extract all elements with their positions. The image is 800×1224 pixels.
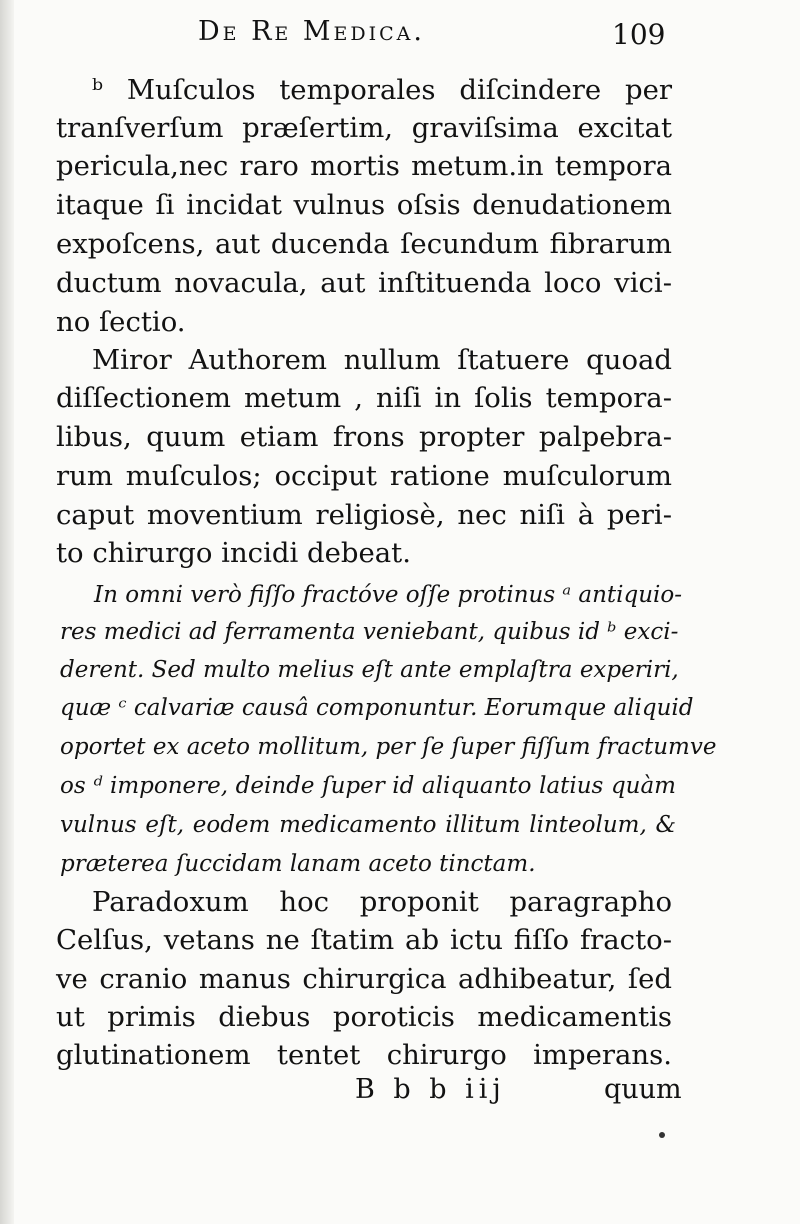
quote-line: os ᵈ imponere, deinde ſuper id aliquanto latius quàm <box>60 773 676 799</box>
quote-line: quæ ᶜ calvariæ causâ componuntur. Eorumque aliquid <box>60 695 694 721</box>
text-line: ve cranio manus chirurgica adhibeatur, ſed <box>56 963 672 995</box>
text-line: tranſverſum præſertim, graviſsima excitat <box>56 112 672 144</box>
text-line: expoſcens, aut ducenda ſecundum fibrarum <box>56 228 672 260</box>
text-line: ductum novacula, aut inſtituenda loco vici- <box>56 267 672 299</box>
text-line: libus, quum etiam frons propter palpebra- <box>56 421 672 453</box>
text-line: ut primis diebus poroticis medicamentis <box>56 1001 672 1033</box>
quote-line: derent. Sed multo melius eſt ante emplaſtra experiri, <box>60 657 679 683</box>
quote-line: In omni verò fiſſo fractóve oſſe protinus ᵃ antiquio- <box>94 582 683 608</box>
text-line: pericula,nec raro mortis metum.in tempora <box>56 150 672 182</box>
text-line: ᵇ Muſculos temporales diſcindere per <box>92 74 672 106</box>
signature-mark: B b b iij <box>355 1074 506 1105</box>
page-gutter-shadow <box>0 0 14 1224</box>
running-title: De Re Medica. <box>198 16 425 47</box>
text-line: Paradoxum hoc proponit paragrapho <box>92 886 672 918</box>
text-line: glutinationem tentet chirurgo imperans. <box>56 1039 672 1071</box>
text-line: rum muſculos; occiput ratione muſculorum <box>56 460 672 492</box>
text-line: to chirurgo incidi debeat. <box>56 537 411 569</box>
page-number: 109 <box>612 18 666 51</box>
quote-line: oportet ex aceto mollitum, per ſe ſuper fiſſum fractumve <box>60 734 717 760</box>
text-line: itaque ſi incidat vulnus oſsis denudationem <box>56 189 672 221</box>
catchword: quum <box>604 1074 682 1105</box>
text-line: caput moventium religiosè, nec niſi à peri- <box>56 499 672 531</box>
quote-line: præterea ſuccidam lanam aceto tinctam. <box>60 851 536 877</box>
text-line: Celſus, vetans ne ſtatim ab ictu fiſſo fracto- <box>56 924 672 956</box>
quote-line: res medici ad ferramenta veniebant, quibus id ᵇ exci- <box>60 619 679 645</box>
text-line: no ſectio. <box>56 306 186 338</box>
quote-line: vulnus eſt, eodem medicamento illitum linteolum, & <box>60 812 676 838</box>
text-line: diſſectionem metum , niſi in ſolis tempora- <box>56 382 672 414</box>
ink-speck <box>659 1132 665 1138</box>
text-line: Miror Authorem nullum ſtatuere quoad <box>92 344 672 376</box>
